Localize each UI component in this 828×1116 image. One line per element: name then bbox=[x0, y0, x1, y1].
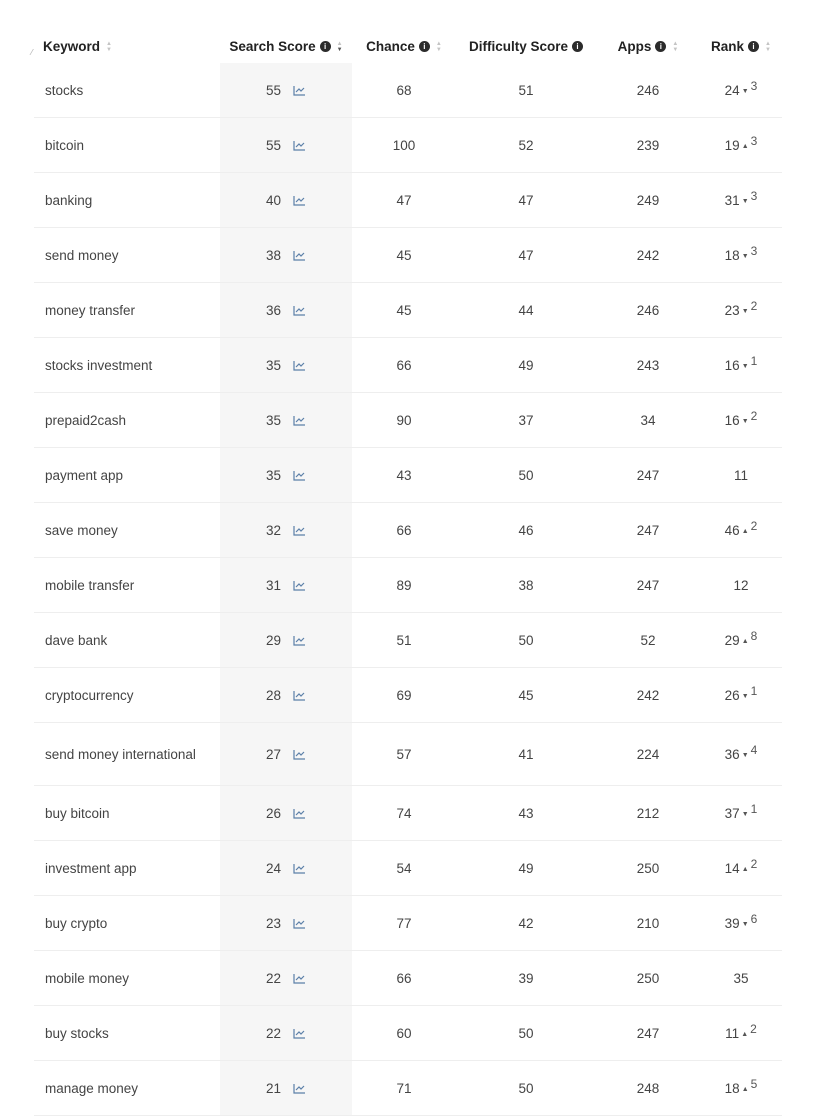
rank-delta: 2 bbox=[750, 518, 758, 533]
difficulty-cell: 52 bbox=[518, 137, 534, 153]
keyword-cell: send money bbox=[45, 247, 119, 263]
apps-cell: 52 bbox=[640, 632, 656, 648]
difficulty-cell: 49 bbox=[518, 860, 534, 876]
rank-delta: 4 bbox=[750, 742, 758, 757]
rank-down-arrow-icon: ▼ bbox=[741, 197, 749, 205]
rank-down-arrow-icon: ▼ bbox=[741, 692, 749, 700]
apps-cell: 212 bbox=[636, 805, 660, 821]
difficulty-cell: 47 bbox=[518, 247, 534, 263]
apps-cell: 242 bbox=[636, 247, 660, 263]
rank-value: 11 bbox=[733, 467, 748, 483]
keyword-cell: money transfer bbox=[45, 302, 136, 318]
line-chart-icon[interactable] bbox=[293, 973, 306, 984]
rank-cell bbox=[700, 911, 782, 931]
chance-cell: 77 bbox=[396, 915, 412, 931]
line-chart-icon[interactable] bbox=[293, 863, 306, 874]
search-score-cell bbox=[220, 118, 352, 172]
table-row[interactable] bbox=[34, 841, 782, 896]
apps-cell: 247 bbox=[636, 577, 660, 593]
line-chart-icon[interactable] bbox=[293, 1083, 306, 1094]
rank-up-arrow-icon: ▲ bbox=[741, 637, 749, 645]
search-score-value: 22 bbox=[265, 1025, 282, 1041]
apps-cell: 250 bbox=[636, 860, 660, 876]
rank-delta: 3 bbox=[750, 78, 758, 93]
rank-cell bbox=[700, 971, 782, 986]
keyword-cell: investment app bbox=[45, 860, 137, 876]
search-score-cell bbox=[220, 558, 352, 612]
rank-down-arrow-icon: ▼ bbox=[741, 252, 749, 260]
line-chart-icon[interactable] bbox=[293, 305, 306, 316]
line-chart-icon[interactable] bbox=[293, 195, 306, 206]
line-chart-icon[interactable] bbox=[293, 470, 306, 481]
keyword-cell: bitcoin bbox=[45, 137, 85, 153]
difficulty-cell: 47 bbox=[518, 192, 534, 208]
chance-cell: 90 bbox=[396, 412, 412, 428]
col-search-score[interactable] bbox=[220, 30, 352, 63]
search-score-cell bbox=[220, 896, 352, 950]
chance-cell: 71 bbox=[396, 1080, 412, 1096]
chance-cell: 43 bbox=[396, 467, 412, 483]
rank-delta: 2 bbox=[750, 298, 758, 313]
apps-cell: 247 bbox=[636, 467, 660, 483]
rank-delta: 8 bbox=[750, 628, 758, 643]
rank-cell bbox=[700, 78, 782, 98]
difficulty-cell: 50 bbox=[518, 1025, 534, 1041]
chance-cell: 66 bbox=[396, 970, 412, 986]
chance-cell: 51 bbox=[396, 632, 412, 648]
search-score-value: 35 bbox=[265, 467, 282, 483]
apps-cell: 248 bbox=[636, 1080, 660, 1096]
apps-cell: 249 bbox=[636, 192, 660, 208]
col-keyword[interactable] bbox=[31, 30, 220, 63]
chance-cell: 69 bbox=[396, 687, 412, 703]
search-score-cell bbox=[220, 951, 352, 1005]
rank-down-arrow-icon: ▼ bbox=[741, 920, 749, 928]
search-score-cell bbox=[220, 1006, 352, 1060]
keyword-cell: mobile money bbox=[45, 970, 130, 986]
search-score-cell bbox=[220, 228, 352, 282]
search-score-value: 29 bbox=[265, 632, 282, 648]
difficulty-cell: 46 bbox=[518, 522, 534, 538]
line-chart-icon[interactable] bbox=[293, 250, 306, 261]
info-icon[interactable]: i bbox=[320, 41, 331, 52]
difficulty-cell: 44 bbox=[518, 302, 534, 318]
keyword-cell: buy stocks bbox=[45, 1025, 109, 1041]
table-row[interactable] bbox=[34, 118, 782, 173]
table-row[interactable] bbox=[34, 786, 782, 841]
rank-delta: 3 bbox=[750, 188, 758, 203]
keyword-cell: buy bitcoin bbox=[45, 805, 110, 821]
apps-cell: 246 bbox=[636, 302, 660, 318]
sort-icon[interactable]: ▲ ▼ bbox=[765, 40, 771, 53]
chance-cell: 45 bbox=[396, 247, 412, 263]
table-row[interactable] bbox=[34, 1006, 782, 1061]
resize-handle-icon[interactable]: ⁄ bbox=[31, 48, 33, 57]
keyword-cell: payment app bbox=[45, 467, 124, 483]
table-row[interactable] bbox=[34, 448, 782, 503]
chance-cell: 100 bbox=[392, 137, 416, 153]
keyword-cell: cryptocurrency bbox=[45, 687, 134, 703]
search-score-value: 40 bbox=[265, 192, 282, 208]
difficulty-cell: 50 bbox=[518, 632, 534, 648]
chance-cell: 60 bbox=[396, 1025, 412, 1041]
line-chart-icon[interactable] bbox=[293, 140, 306, 151]
search-score-value: 28 bbox=[265, 687, 282, 703]
line-chart-icon[interactable] bbox=[293, 808, 306, 819]
table-row[interactable] bbox=[34, 896, 782, 951]
difficulty-cell: 50 bbox=[518, 467, 534, 483]
chance-cell: 66 bbox=[396, 522, 412, 538]
search-score-cell bbox=[220, 448, 352, 502]
info-icon[interactable]: i bbox=[655, 41, 666, 52]
search-score-value: 36 bbox=[265, 302, 282, 318]
keyword-cell: save money bbox=[45, 522, 118, 538]
keyword-cell: stocks investment bbox=[45, 357, 153, 373]
rank-value: 39 bbox=[724, 915, 740, 931]
search-score-value: 31 bbox=[265, 577, 282, 593]
rank-cell bbox=[700, 133, 782, 153]
keyword-cell: dave bank bbox=[45, 632, 108, 648]
keyword-cell: banking bbox=[45, 192, 93, 208]
rank-delta: 2 bbox=[750, 1021, 757, 1036]
chance-cell: 47 bbox=[396, 192, 412, 208]
col-chance-label: Chance bbox=[366, 39, 415, 54]
line-chart-icon[interactable] bbox=[293, 749, 306, 760]
rank-delta: 1 bbox=[750, 683, 758, 698]
rank-value: 26 bbox=[724, 687, 740, 703]
table-row[interactable] bbox=[34, 1061, 782, 1116]
line-chart-icon[interactable] bbox=[293, 415, 306, 426]
rank-up-arrow-icon: ▲ bbox=[741, 1030, 749, 1038]
rank-cell bbox=[700, 408, 782, 428]
line-chart-icon[interactable] bbox=[293, 690, 306, 701]
difficulty-cell: 43 bbox=[518, 805, 534, 821]
apps-cell: 34 bbox=[640, 412, 656, 428]
rank-delta: 6 bbox=[750, 911, 758, 926]
line-chart-icon[interactable] bbox=[293, 85, 306, 96]
table-row[interactable] bbox=[34, 228, 782, 283]
col-keyword-label: Keyword bbox=[43, 39, 101, 54]
col-rank[interactable] bbox=[700, 30, 782, 63]
line-chart-icon[interactable] bbox=[293, 360, 306, 371]
rank-value: 18 bbox=[724, 1080, 740, 1096]
rank-down-arrow-icon: ▼ bbox=[741, 87, 749, 95]
difficulty-cell: 45 bbox=[518, 687, 534, 703]
info-icon[interactable]: i bbox=[419, 41, 430, 52]
rank-value: 11 bbox=[725, 1025, 740, 1041]
difficulty-cell: 38 bbox=[518, 577, 534, 593]
keyword-cell: prepaid2cash bbox=[45, 412, 127, 428]
table-row[interactable] bbox=[34, 63, 782, 118]
search-score-value: 35 bbox=[265, 412, 282, 428]
sort-icon[interactable]: ▲ ▼ bbox=[672, 40, 679, 53]
rank-delta: 2 bbox=[750, 408, 758, 423]
col-search-score-label: Search Score bbox=[229, 39, 316, 54]
chance-cell: 74 bbox=[396, 805, 412, 821]
apps-cell: 250 bbox=[636, 970, 660, 986]
apps-cell: 247 bbox=[636, 1025, 660, 1041]
line-chart-icon[interactable] bbox=[293, 525, 306, 536]
rank-value: 24 bbox=[724, 82, 740, 98]
keyword-cell: mobile transfer bbox=[45, 577, 135, 593]
col-chance[interactable] bbox=[352, 30, 456, 63]
table-body bbox=[34, 63, 782, 1116]
rank-delta: 5 bbox=[750, 1076, 758, 1091]
rank-value: 35 bbox=[733, 970, 749, 986]
rank-value: 29 bbox=[724, 632, 740, 648]
col-apps-label: Apps bbox=[617, 39, 652, 54]
rank-value: 18 bbox=[724, 247, 740, 263]
table-row[interactable] bbox=[34, 723, 782, 786]
rank-up-arrow-icon: ▲ bbox=[741, 142, 749, 150]
rank-value: 14 bbox=[724, 860, 740, 876]
table-row[interactable] bbox=[34, 338, 782, 393]
rank-cell bbox=[700, 518, 782, 538]
line-chart-icon[interactable] bbox=[293, 580, 306, 591]
rank-cell bbox=[700, 1076, 782, 1096]
search-score-cell bbox=[220, 841, 352, 895]
rank-value: 23 bbox=[724, 302, 740, 318]
table-header bbox=[31, 30, 782, 63]
sort-icon[interactable]: ▲ ▼ bbox=[336, 40, 343, 53]
rank-cell bbox=[700, 1021, 782, 1041]
col-difficulty[interactable] bbox=[456, 30, 596, 63]
sort-icon[interactable]: ▲ ▼ bbox=[106, 40, 112, 53]
rank-cell bbox=[700, 578, 782, 593]
search-score-value: 55 bbox=[265, 137, 282, 153]
apps-cell: 246 bbox=[636, 82, 660, 98]
line-chart-icon[interactable] bbox=[293, 635, 306, 646]
rank-delta: 1 bbox=[750, 353, 758, 368]
search-score-value: 32 bbox=[265, 522, 282, 538]
chance-cell: 66 bbox=[396, 357, 412, 373]
col-rank-label: Rank bbox=[711, 39, 745, 54]
search-score-cell bbox=[220, 63, 352, 117]
info-icon[interactable]: i bbox=[572, 41, 583, 52]
rank-value: 12 bbox=[733, 577, 749, 593]
chance-cell: 45 bbox=[396, 302, 412, 318]
chance-cell: 54 bbox=[396, 860, 412, 876]
table-row[interactable] bbox=[34, 951, 782, 1006]
rank-cell bbox=[700, 243, 782, 263]
line-chart-icon[interactable] bbox=[293, 1028, 306, 1039]
col-difficulty-label: Difficulty Score bbox=[468, 39, 569, 54]
chance-cell: 89 bbox=[396, 577, 412, 593]
rank-up-arrow-icon: ▲ bbox=[741, 865, 749, 873]
search-score-cell bbox=[220, 283, 352, 337]
table-row[interactable] bbox=[34, 558, 782, 613]
search-score-cell bbox=[220, 338, 352, 392]
rank-cell bbox=[700, 298, 782, 318]
rank-cell bbox=[700, 353, 782, 373]
search-score-value: 22 bbox=[265, 970, 282, 986]
rank-cell bbox=[700, 801, 782, 821]
search-score-cell bbox=[220, 393, 352, 447]
rank-value: 31 bbox=[724, 192, 740, 208]
keyword-cell: buy crypto bbox=[45, 915, 108, 931]
rank-value: 16 bbox=[724, 412, 740, 428]
search-score-value: 26 bbox=[265, 805, 282, 821]
rank-down-arrow-icon: ▼ bbox=[741, 810, 749, 818]
keyword-cell: send money international bbox=[45, 746, 196, 762]
apps-cell: 247 bbox=[636, 522, 660, 538]
table-row[interactable] bbox=[34, 503, 782, 558]
search-score-cell bbox=[220, 173, 352, 227]
rank-value: 19 bbox=[724, 137, 740, 153]
rank-cell bbox=[700, 856, 782, 876]
rank-cell bbox=[700, 742, 782, 762]
chance-cell: 68 bbox=[396, 82, 412, 98]
search-score-cell bbox=[220, 723, 352, 785]
rank-down-arrow-icon: ▼ bbox=[741, 417, 749, 425]
search-score-value: 35 bbox=[265, 357, 282, 373]
rank-cell bbox=[700, 188, 782, 208]
keyword-cell: manage money bbox=[45, 1080, 139, 1096]
rank-delta: 2 bbox=[750, 856, 758, 871]
difficulty-cell: 49 bbox=[518, 357, 534, 373]
rank-down-arrow-icon: ▼ bbox=[741, 307, 749, 315]
search-score-value: 23 bbox=[265, 915, 282, 931]
difficulty-cell: 41 bbox=[518, 746, 534, 762]
search-score-cell bbox=[220, 1061, 352, 1115]
difficulty-cell: 39 bbox=[518, 970, 534, 986]
search-score-value: 38 bbox=[265, 247, 282, 263]
rank-cell bbox=[700, 683, 782, 703]
table-row[interactable] bbox=[34, 613, 782, 668]
search-score-cell bbox=[220, 668, 352, 722]
apps-cell: 243 bbox=[636, 357, 660, 373]
table-row[interactable] bbox=[34, 393, 782, 448]
table-row[interactable] bbox=[34, 668, 782, 723]
sort-icon[interactable]: ▲ ▼ bbox=[435, 40, 442, 53]
rank-up-arrow-icon: ▲ bbox=[741, 1085, 749, 1093]
difficulty-cell: 51 bbox=[518, 82, 534, 98]
search-score-value: 27 bbox=[265, 746, 282, 762]
info-icon[interactable]: i bbox=[748, 41, 759, 52]
difficulty-cell: 50 bbox=[518, 1080, 534, 1096]
apps-cell: 210 bbox=[636, 915, 660, 931]
apps-cell: 224 bbox=[636, 746, 660, 762]
rank-value: 16 bbox=[724, 357, 740, 373]
apps-cell: 242 bbox=[636, 687, 660, 703]
search-score-value: 21 bbox=[265, 1080, 282, 1096]
rank-down-arrow-icon: ▼ bbox=[741, 362, 749, 370]
rank-value: 37 bbox=[724, 805, 740, 821]
chance-cell: 57 bbox=[396, 746, 412, 762]
rank-delta: 3 bbox=[750, 133, 758, 148]
table-row[interactable] bbox=[34, 173, 782, 228]
rank-delta: 3 bbox=[750, 243, 758, 258]
rank-up-arrow-icon: ▲ bbox=[741, 527, 749, 535]
rank-cell bbox=[700, 628, 782, 648]
keyword-cell: stocks bbox=[45, 82, 84, 98]
keyword-table bbox=[31, 30, 782, 1116]
search-score-cell bbox=[220, 786, 352, 840]
difficulty-cell: 37 bbox=[518, 412, 534, 428]
rank-value: 36 bbox=[724, 746, 740, 762]
rank-down-arrow-icon: ▼ bbox=[741, 751, 749, 759]
search-score-value: 24 bbox=[265, 860, 282, 876]
search-score-value: 55 bbox=[265, 82, 282, 98]
rank-value: 46 bbox=[724, 522, 740, 538]
search-score-cell bbox=[220, 613, 352, 667]
line-chart-icon[interactable] bbox=[293, 918, 306, 929]
table-row[interactable] bbox=[34, 283, 782, 338]
rank-delta: 1 bbox=[750, 801, 758, 816]
search-score-cell bbox=[220, 503, 352, 557]
col-apps[interactable] bbox=[596, 30, 700, 63]
rank-cell bbox=[700, 468, 782, 483]
apps-cell: 239 bbox=[636, 137, 660, 153]
difficulty-cell: 42 bbox=[518, 915, 534, 931]
